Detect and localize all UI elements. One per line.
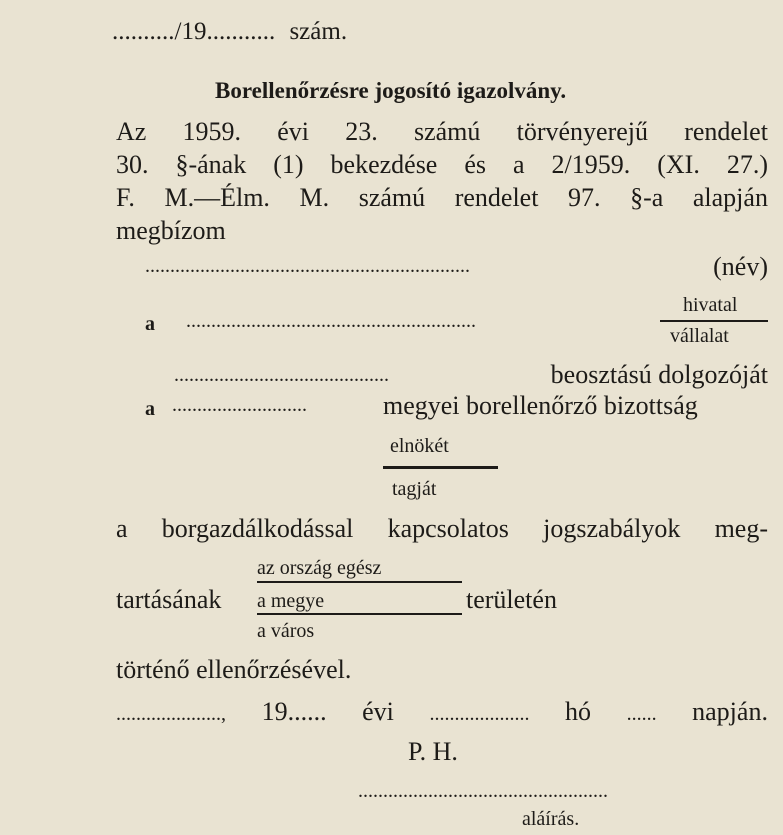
word: meg- [714,514,768,543]
word: jogszabályok [543,514,681,543]
word: (XI. [657,150,700,179]
area-option-country: az ország egész [257,557,382,579]
year-label: évi [362,697,394,726]
word: a [116,514,128,543]
word: kapcsolatos [387,514,509,543]
county-text: megyei borellenőrző bizottság [383,391,698,420]
name-dots: ................................................................. [145,255,470,277]
word: rendelet [454,183,539,212]
day-dots: ...... [626,703,657,725]
word: 1959. [182,117,242,146]
word: alapján [692,183,768,212]
word: számú [413,117,481,146]
year-prefix: 19...... [261,697,327,726]
control-text: történő ellenőrzésével. [116,655,352,684]
word: a [513,150,525,179]
number-line [112,18,347,46]
word: §-a [630,183,664,212]
date-line [116,697,768,727]
word: 23. [345,117,378,146]
word: évi [277,117,310,146]
word: és [464,150,487,179]
word: (1) [273,150,304,179]
office-top-option: hivatal [683,294,738,316]
number-dots: .......... [112,18,175,45]
number-dots-2: ........... [206,18,276,45]
word: 97. [568,183,601,212]
stamp-placeholder: P. H. [408,737,458,766]
role-bottom-option: tagját [392,478,437,500]
word: 27.) [726,150,768,179]
number-label: szám. [289,18,348,45]
county-a-label: a [145,398,155,420]
word: §-ának [175,150,247,179]
laws-line [116,514,768,544]
body-line-3 [116,183,768,213]
word: rendelet [684,117,768,146]
place-dots: ....................., [116,703,226,725]
word: számú [358,183,426,212]
word: F. [116,183,135,212]
office-fraction-rule [660,320,768,322]
area-prefix: tartásának [116,585,222,614]
day-label: napján. [692,697,768,726]
word: 2/1959. [551,150,631,179]
document-title: Borellenőrzésre jogosító igazolvány. [215,78,567,103]
area-rule-2 [257,613,462,615]
signature-dots: .................................................. [358,780,608,802]
word: M.—Élm. [164,183,270,212]
role-top-option: elnökét [390,435,449,457]
body-line-1 [116,117,768,147]
word: törvényerejű [516,117,648,146]
role-fraction-rule [383,466,498,469]
month-label: hó [565,697,592,726]
month-dots: .................... [429,703,530,725]
office-a-label: a [145,313,155,335]
word: Az [116,117,147,146]
office-dots: .......................................................... [186,310,476,332]
area-option-county: a megye [257,590,325,612]
county-dots: ........................... [172,394,307,416]
word: borgazdálkodással [161,514,354,543]
signature-label: aláírás. [522,808,580,830]
area-option-city: a város [257,620,315,642]
body-line-4: megbízom [116,216,226,245]
area-suffix: területén [466,585,557,614]
name-label: (név) [713,252,768,281]
position-dots: ........................................... [174,364,389,386]
position-text: beosztású dolgozóját [550,360,768,389]
position-line [174,360,768,390]
word: M. [299,183,330,212]
name-line [145,252,768,282]
word: bekezdése [330,150,438,179]
office-bottom-option: vállalat [670,325,729,347]
area-rule-1 [257,581,462,583]
number-year: /19 [174,18,207,45]
body-line-2 [116,150,768,180]
word: 30. [116,150,149,179]
